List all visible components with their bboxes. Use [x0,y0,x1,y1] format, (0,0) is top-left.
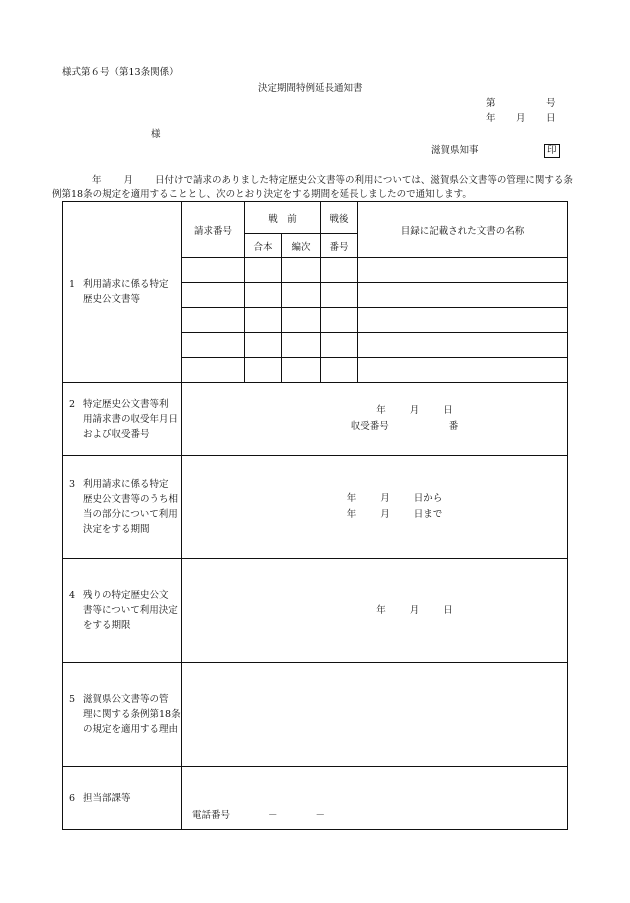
request-number-cell[interactable] [182,358,245,383]
intro-text: 日付けで請求のありました特定歴史公文書等の利用については、滋賀県公文書等の管理に関する条例第18条の規定を適用することとし、次のとおり決定をする期間を延長しましたので通知します。 [52,175,573,200]
intro-month: 月 [123,175,134,186]
volume-cell[interactable] [245,358,282,383]
document-name-cell[interactable] [358,308,568,333]
addressee-suffix: 様 [151,129,161,140]
header-prewar: 戦 前 [245,202,321,234]
document-name-cell[interactable] [358,358,568,383]
edition-cell[interactable] [282,308,321,333]
volume-cell[interactable] [245,258,282,283]
date-month: 月 [516,113,526,124]
seal-mark: 印 [544,144,560,158]
phone-label: 電話番号 [192,810,231,821]
edition-cell[interactable] [282,333,321,358]
header-request-number: 請求番号 [182,202,245,258]
item6-label: 6 担当部課等 [63,767,182,830]
edition-cell[interactable] [282,258,321,283]
number-cell[interactable] [321,258,358,283]
number-cell[interactable] [321,308,358,333]
intro-paragraph [52,174,582,202]
document-name-cell[interactable] [358,258,568,283]
document-name-cell[interactable] [358,333,568,358]
header-volume: 合本 [245,234,282,258]
number-go: 号 [546,98,556,109]
form-number: 様式第６号（第13条関係） [62,67,179,78]
header-postwar: 戦後 [321,202,358,234]
reason-value[interactable] [182,663,568,767]
edition-cell[interactable] [282,358,321,383]
request-number-cell[interactable] [182,308,245,333]
intro-year: 年 [92,175,102,186]
edition-cell[interactable] [282,283,321,308]
form-table [62,201,568,830]
item2-label: 2 特定歴史公文書等利 用請求書の収受年月日 および収受番号 [63,383,182,456]
request-number-cell[interactable] [182,283,245,308]
phone-dash: － [268,810,278,821]
document-title: 決定期間特例延長通知書 [258,83,363,94]
request-number-cell[interactable] [182,258,245,283]
item5-label: 5 滋賀県公文書等の管 理に関する条例第18条 の規定を適用する理由 [63,663,182,767]
header-edition: 編次 [282,234,321,258]
request-number-cell[interactable] [182,333,245,358]
phone-dash: － [315,810,326,821]
number-dai: 第 [486,98,496,109]
volume-cell[interactable] [245,283,282,308]
deadline-value[interactable]: 年 月 日 [182,559,568,663]
number-cell[interactable] [321,333,358,358]
volume-cell[interactable] [245,308,282,333]
document-name-cell[interactable] [358,283,568,308]
date-day: 日 [546,113,556,124]
header-number: 番号 [321,234,358,258]
volume-cell[interactable] [245,333,282,358]
receipt-date-value[interactable]: 年 月 日 収受番号 番 [182,383,568,456]
item4-label: 4 残りの特定歴史公文 書等について利用決定 をする期限 [63,559,182,663]
sender-name: 滋賀県知事 [431,145,479,156]
number-cell[interactable] [321,358,358,383]
item3-label: 3 利用請求に係る特定 歴史公文書等のうち相 当の部分について利用 決定をする期間 [63,456,182,559]
header-document-name: 目録に記載された文書の名称 [358,202,568,258]
number-cell[interactable] [321,283,358,308]
item1-label: 1 利用請求に係る特定 歴史公文書等 [63,202,182,383]
department-value[interactable] [182,767,568,830]
decision-period-value[interactable]: 年 月 日から 年 月 日まで [182,456,568,559]
date-year: 年 [486,113,496,124]
